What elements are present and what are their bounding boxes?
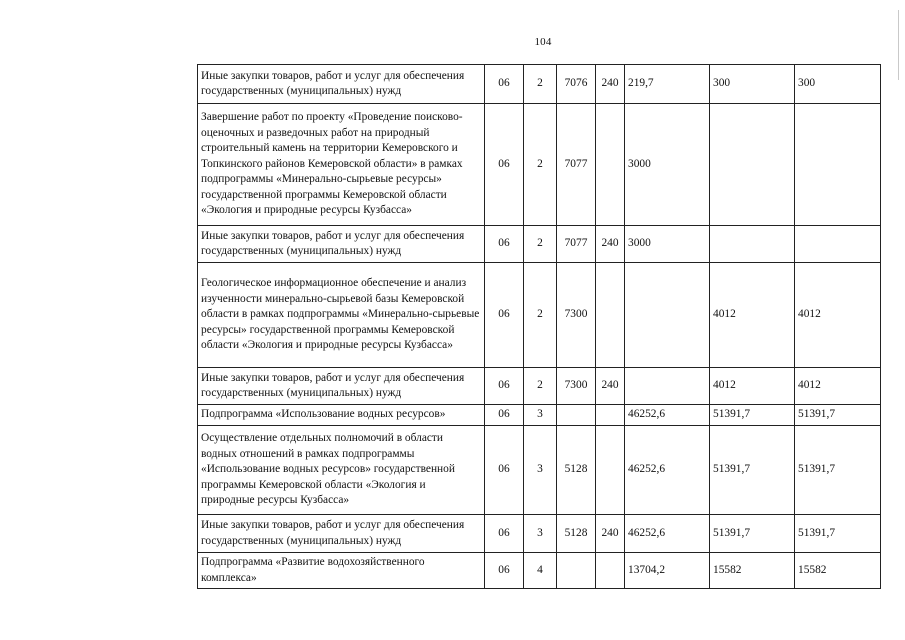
row-description: Завершение работ по проекту «Проведение поисково-оценочных и разведочных работ на природный строительный камень на территории Кемеровского и Топкинского районов Кемеровской области» в рамках подпрограммы «Минерально-сырьевые ресурсы» государственной программы Кемеровской области «Экология и природные ресурсы Кузбасса»: [198, 104, 485, 226]
section-code: 06: [485, 368, 524, 405]
amount-year-3: 300: [795, 65, 881, 104]
expense-type-code: [596, 405, 625, 426]
amount-year-1: 219,7: [625, 65, 710, 104]
section-code: 06: [485, 553, 524, 589]
target-article-code: 7077: [557, 226, 596, 263]
target-article-code: [557, 553, 596, 589]
amount-year-1: 13704,2: [625, 553, 710, 589]
subsection-code: 3: [524, 405, 557, 426]
section-code: 06: [485, 426, 524, 515]
amount-year-2: 51391,7: [710, 515, 795, 553]
table-row: [198, 263, 881, 368]
amount-year-2: 51391,7: [710, 426, 795, 515]
table-row: [198, 426, 881, 515]
target-article-code: 7076: [557, 65, 596, 104]
table-row: [198, 553, 881, 589]
section-code: 06: [485, 515, 524, 553]
table-row: [198, 104, 881, 226]
amount-year-1: 3000: [625, 104, 710, 226]
row-description: Подпрограмма «Развитие водохозяйственного комплекса»: [198, 553, 485, 589]
subsection-code: 3: [524, 515, 557, 553]
subsection-code: 2: [524, 368, 557, 405]
amount-year-1: 46252,6: [625, 405, 710, 426]
expense-type-code: 240: [596, 226, 625, 263]
table-row: [198, 405, 881, 426]
amount-year-1: 46252,6: [625, 515, 710, 553]
expense-type-code: [596, 104, 625, 226]
expense-type-code: 240: [596, 368, 625, 405]
amount-year-3: 51391,7: [795, 426, 881, 515]
row-description: Геологическое информационное обеспечение и анализ изученности минерально-сырьевой базы Кемеровской области в рамках подпрограммы «Минерально-сырьевые ресурсы» государственной программы Кемеровской области «Экология и природные ресурсы Кузбасса»: [198, 263, 485, 368]
target-article-code: 5128: [557, 426, 596, 515]
amount-year-2: [710, 226, 795, 263]
target-article-code: [557, 405, 596, 426]
amount-year-1: 3000: [625, 226, 710, 263]
expense-type-code: 240: [596, 515, 625, 553]
expense-type-code: 240: [596, 65, 625, 104]
section-code: 06: [485, 65, 524, 104]
amount-year-3: [795, 226, 881, 263]
section-code: 06: [485, 405, 524, 426]
subsection-code: 3: [524, 426, 557, 515]
target-article-code: 5128: [557, 515, 596, 553]
section-code: 06: [485, 104, 524, 226]
amount-year-3: 51391,7: [795, 405, 881, 426]
amount-year-3: [795, 104, 881, 226]
subsection-code: 2: [524, 104, 557, 226]
amount-year-2: 15582: [710, 553, 795, 589]
amount-year-2: [710, 104, 795, 226]
scan-edge-line: [898, 10, 899, 80]
subsection-code: 2: [524, 65, 557, 104]
amount-year-2: 4012: [710, 368, 795, 405]
amount-year-3: 51391,7: [795, 515, 881, 553]
budget-table: [197, 64, 881, 589]
subsection-code: 2: [524, 226, 557, 263]
subsection-code: 4: [524, 553, 557, 589]
section-code: 06: [485, 263, 524, 368]
subsection-code: 2: [524, 263, 557, 368]
table-row: [198, 368, 881, 405]
amount-year-1: 46252,6: [625, 426, 710, 515]
expense-type-code: [596, 426, 625, 515]
expense-type-code: [596, 263, 625, 368]
row-description: Иные закупки товаров, работ и услуг для обеспечения государственных (муниципальных) нужд: [198, 65, 485, 104]
table-row: [198, 65, 881, 104]
target-article-code: 7077: [557, 104, 596, 226]
table-row: [198, 515, 881, 553]
amount-year-2: 300: [710, 65, 795, 104]
amount-year-1: [625, 263, 710, 368]
amount-year-1: [625, 368, 710, 405]
target-article-code: 7300: [557, 368, 596, 405]
page-number: 104: [534, 36, 552, 48]
expense-type-code: [596, 553, 625, 589]
amount-year-2: 4012: [710, 263, 795, 368]
row-description: Осуществление отдельных полномочий в области водных отношений в рамках подпрограммы «Использование водных ресурсов» государственной программы Кемеровской области «Экология и природные ресурсы Кузбасса»: [198, 426, 485, 515]
row-description: Иные закупки товаров, работ и услуг для обеспечения государственных (муниципальных) нужд: [198, 226, 485, 263]
amount-year-2: 51391,7: [710, 405, 795, 426]
row-description: Иные закупки товаров, работ и услуг для обеспечения государственных (муниципальных) нужд: [198, 515, 485, 553]
amount-year-3: 15582: [795, 553, 881, 589]
table-body: [198, 65, 881, 589]
amount-year-3: 4012: [795, 368, 881, 405]
table-row: [198, 226, 881, 263]
section-code: 06: [485, 226, 524, 263]
row-description: Иные закупки товаров, работ и услуг для обеспечения государственных (муниципальных) нужд: [198, 368, 485, 405]
target-article-code: 7300: [557, 263, 596, 368]
row-description: Подпрограмма «Использование водных ресурсов»: [198, 405, 485, 426]
amount-year-3: 4012: [795, 263, 881, 368]
